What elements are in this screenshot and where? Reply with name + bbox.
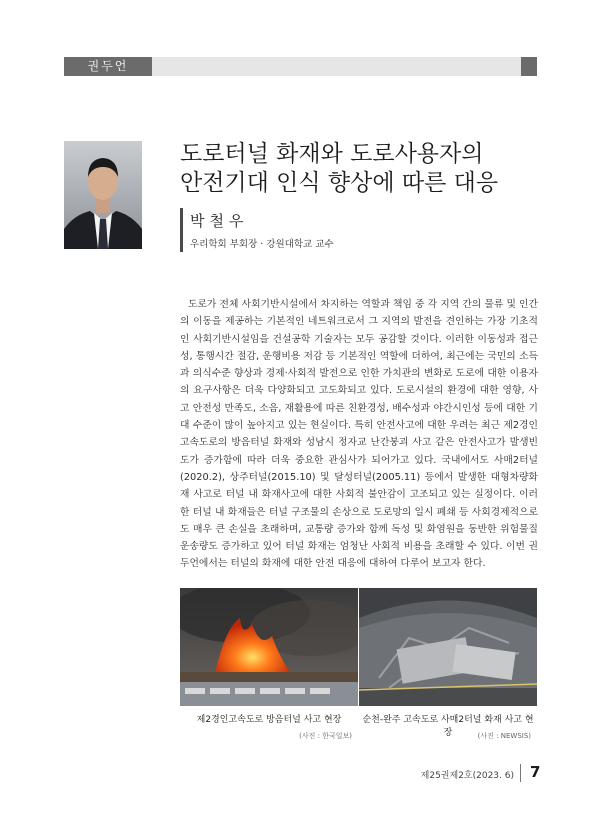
body-paragraph: 도로가 전체 사회기반시설에서 차지하는 역할과 책임 중 각 지역 간의 물류 및 인간의 이동을 제공하는 기본적인 네트워크로서 그 지역의 발전을 견인하는 가장 기초적인 사회기반시설임을 건설공학 기술자는 모두 공감할 것이다. 이러한 이동성과 접근성, 통행시간 절감, 운행비용 저감 등 기본적인 역할에 더하여, 최근에는 국민의 소득과 의식수준 향상과 경제·사회적 발전으로 인한 가치관의 변화로 도로에 대한 이용자의 요구사항은 더욱 다양화되고 고도화되고 있다. 도로시설의 환경에 대한 영향, 사고 안전성 만족도, 소음, 재활용에 따른 친환경성, 배수성과 야간시인성 등에 대한 기대 수준이 많이 높아지고 있는 현실이다. 특히 안전사고에 대한 우려는 최근 제2경인고속도로의 방음터널 화재와 성남시 정자교 난간붕괴 사고 같은 안전사고가 발생빈도가 증가함에 따라 더욱 중요한 관심사가 되어가고 있다. 국내에서도 사매2터널(2020.2), 상주터널(2015.10) 및 달성터널(2005.11) 등에서 발생한 대형차량화재 사고로 터널 내 화재사고에 대한 사회적 불안감이 고조되고 있는 실정이다. 이러한 터널 내 화재들은 터널 구조물의 손상으로 도로망의 일시 폐쇄 등 사회경제적으로도 매우 큰 손실을 초래하며, 교통량 증가와 함께 독성 및 화염원을 동반한 위험물질 운송량도 증가하고 있어 터널 화재는 엄청난 사회적 비용을 초래할 수 있다. 이번 권두언에서는 터널의 화재에 대한 안전 대응에 대하여 다루어 보고자 한다. — [180, 299, 538, 570]
photo-soundproof-tunnel-fire — [180, 588, 358, 706]
page-number: 7 — [530, 763, 541, 781]
photo-samae2-tunnel-fire — [359, 588, 537, 706]
author-name: 박철우 — [190, 212, 249, 230]
header-bar-end-block — [521, 57, 537, 76]
author-accent-bar — [180, 208, 183, 252]
photo-source-left: (사진 : 한국일보) — [299, 732, 352, 740]
footer-issue: 제25권제2호(2023. 6) — [420, 771, 514, 781]
article-body — [180, 296, 538, 573]
article-title — [180, 140, 560, 198]
photo-source-right: (사진 : NEWSIS) — [477, 732, 531, 740]
author-affiliation: 우리학회 부회장 · 강원대학교 교수 — [190, 239, 334, 250]
footer-divider — [520, 764, 521, 782]
section-label: 권두언 — [64, 57, 152, 76]
photo-caption-left: 제2경인고속도로 방음터널 사고 현장 — [196, 715, 342, 725]
photo-caption-right: 순천-완주 고속도로 사매2터널 화재 사고 현장 — [362, 715, 534, 738]
author-portrait — [64, 141, 142, 249]
title-line-2: 안전기대 인식 향상에 따른 대응 — [180, 170, 499, 196]
title-line-1: 도로터널 화재와 도로사용자의 — [180, 141, 484, 167]
